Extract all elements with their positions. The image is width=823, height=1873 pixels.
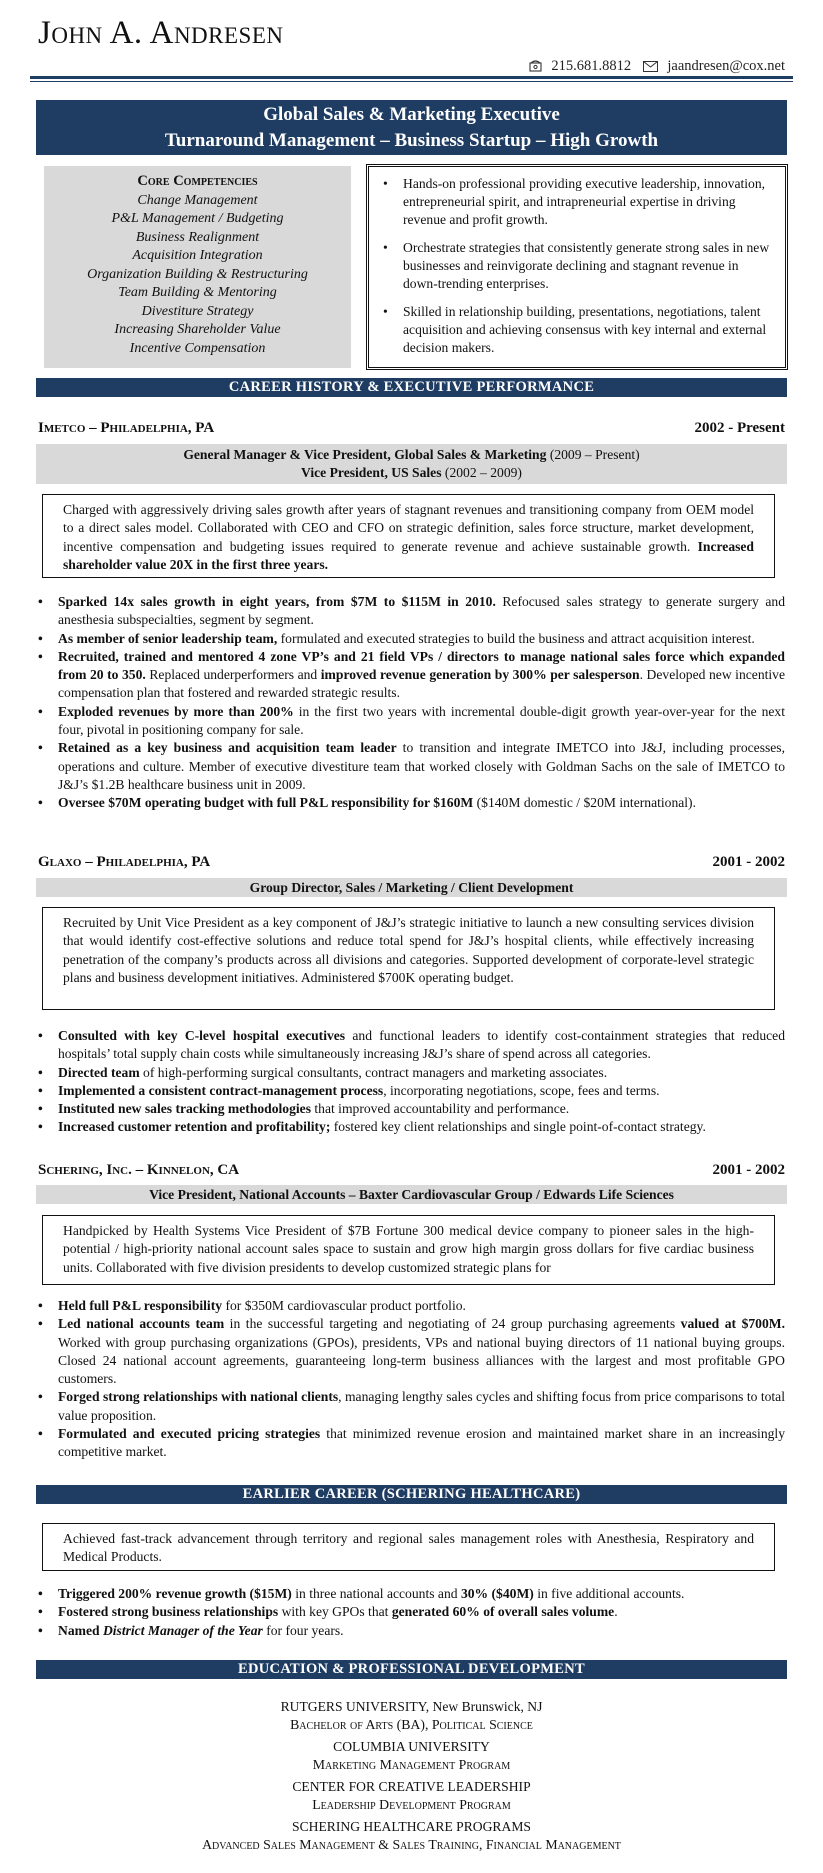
earlier-summary: Achieved fast-track advancement through territory and regional sales management roles with Anesthesia, Respiratory and Medical Products. xyxy=(63,1531,754,1565)
competency-item: Business Realignment xyxy=(135,229,260,245)
achievement-item: • Fostered strong business relationships with key GPOs that generated 60% of overall sales volume. xyxy=(38,1603,785,1621)
school-name: COLUMBIA UNIVERSITY xyxy=(333,1739,490,1754)
achievement-item: • Recruited, trained and mentored 4 zone VP’s and 21 field VPs / directors to manage national sales force which expanded from 20 to 350. Replaced underperformers and improved revenue generation by 300% per salesperson. Developed new incentive compensation plan that fostered and rewarded strategic results. xyxy=(38,648,785,703)
headline-banner xyxy=(36,100,787,155)
achievement-item: • Retained as a key business and acquisition team leader to transition and integrate IMETCO into J&J, including processes, operations and culture. Member of executive divestiture team that worked closely with Goldman Sachs on the sale of IMETCO to J&J’s $1.2B healthcare business unit in 2009. xyxy=(38,739,785,794)
achievement-item: • Oversee $70M operating budget with full P&L responsibility for $160M ($140M domestic / $20M international). xyxy=(38,794,785,812)
section-header-earlier: EARLIER CAREER (SCHERING HEALTHCARE) xyxy=(36,1485,787,1504)
competency-item: Change Management xyxy=(137,192,258,208)
company-heading-imetco xyxy=(38,419,785,439)
role-bar-glaxo xyxy=(36,878,787,897)
role-title: Vice President, National Accounts – Baxter Cardiovascular Group / Edwards Life Sciences xyxy=(149,1187,674,1202)
role-title: Group Director, Sales / Marketing / Client Development xyxy=(249,880,574,895)
phone-icon xyxy=(529,59,542,72)
role-dates: (2002 – 2009) xyxy=(444,465,522,480)
education-item xyxy=(0,1778,823,1813)
education-item xyxy=(0,1698,823,1733)
achievement-item: • Increased customer retention and profitability; fostered key client relationships and single point-of-contact strategy. xyxy=(38,1118,785,1136)
achievements-schering xyxy=(38,1297,785,1462)
company-name: Imetco – Philadelphia, PA xyxy=(38,420,215,436)
competency-item: Increasing Shareholder Value xyxy=(114,322,281,337)
company-dates: 2002 - Present xyxy=(694,420,785,436)
section-header-career: CAREER HISTORY & EXECUTIVE PERFORMANCE xyxy=(36,378,787,397)
header-rule-thick xyxy=(30,76,793,79)
header-rule-thin xyxy=(30,81,793,82)
competency-item: Divestiture Strategy xyxy=(141,303,254,319)
candidate-name: John A. Andresen xyxy=(38,15,284,51)
company-dates: 2001 - 2002 xyxy=(712,1162,785,1178)
headline-title: Global Sales & Marketing Executive xyxy=(263,104,560,125)
school-name: SCHERING HEALTHCARE PROGRAMS xyxy=(292,1819,531,1834)
education-list xyxy=(0,1698,823,1858)
phone-number: 215.681.8812 xyxy=(551,58,632,74)
competency-item: Organization Building & Restructuring xyxy=(87,266,308,282)
core-competencies-box xyxy=(44,166,351,368)
role-title: General Manager & Vice President, Global Sales & Marketing xyxy=(183,447,547,462)
achievement-item: • Triggered 200% revenue growth ($15M) in three national accounts and 30% ($40M) in five additional accounts. xyxy=(38,1585,785,1603)
achievement-item: • Sparked 14x sales growth in eight years, from $7M to $115M in 2010. Refocused sales strategy to generate surgery and anesthesia subspecialties, segment by segment. xyxy=(38,593,785,630)
highlight-item: • Hands-on professional providing executive leadership, innovation, entrepreneurial spirit, and intrapreneurial expertise in driving revenue and profit growth. xyxy=(379,175,771,229)
achievement-item: • Exploded revenues by more than 200% in the first two years with incremental double-digit growth year-over-year for the next four, pivotal in positioning company for sale. xyxy=(38,703,785,740)
achievements-earlier xyxy=(38,1585,785,1640)
achievement-item: • Consulted with key C-level hospital executives and functional leaders to identify cost-containment strategies that reduced hospitals’ total supply chain costs while simultaneously increasing J&J’s share of spend across all categories. xyxy=(38,1027,785,1064)
achievement-item: • Held full P&L responsibility for $350M cardiovascular product portfolio. xyxy=(38,1297,785,1315)
achievement-item: • Named District Manager of the Year for four years. xyxy=(38,1622,785,1640)
summary-box-schering xyxy=(42,1215,775,1285)
contact-line xyxy=(529,57,785,76)
summary-box-imetco xyxy=(42,494,775,578)
email-address[interactable]: jaandresen@cox.net xyxy=(667,58,785,74)
role-bar-imetco xyxy=(36,444,787,484)
competency-item: P&L Management / Budgeting xyxy=(111,211,284,226)
achievements-imetco xyxy=(38,593,785,813)
job-summary-highlight: Increased shareholder value 20X in the first three years. xyxy=(63,538,754,573)
job-summary: Handpicked by Health Systems Vice President of $7B Fortune 300 medical device company to pioneer sales in the high-potential / high-priority national account sales space to sustain and grow high margin gross dollars for five cardiac business units. Collaborated with five division presidents to develop customized strategic plans for xyxy=(63,1223,754,1275)
summary-box-earlier xyxy=(42,1523,775,1571)
achievement-item: • Directed team of high-performing surgical consultants, contract managers and marketing associates. xyxy=(38,1064,785,1082)
job-summary: Charged with aggressively driving sales growth after years of stagnant revenues and transitioning company from OEM model to a direct sales model. Collaborated with CEO and CFO on strategic definition, sales force structure, market development, incentive compensation and budgeting issues required to generate revenue and achieve sustainable growth. xyxy=(63,502,754,554)
highlight-item: • Skilled in relationship building, presentations, negotiations, talent acquisition and achieving consensus with key internal and external decision makers. xyxy=(379,303,771,357)
school-detail: Advanced Sales Management & Sales Training, Financial Management xyxy=(202,1837,621,1852)
school-detail: Leadership Development Program xyxy=(312,1797,511,1812)
competencies-title: Core Competencies xyxy=(137,173,258,189)
company-heading-glaxo xyxy=(38,853,785,873)
competency-item: Incentive Compensation xyxy=(129,340,266,356)
achievement-item: • Led national accounts team in the successful targeting and negotiating of 24 group purchasing agreements valued at $700M. Worked with group purchasing organizations (GPOs), presidents, VPs and national buying directors of 11 national buying groups. Closed 24 national account agreements, guaranteeing long-term business alliances with the largest and most profitable GPO customers. xyxy=(38,1315,785,1388)
achievement-item: • Instituted new sales tracking methodologies that improved accountability and performance. xyxy=(38,1100,785,1118)
school-detail: Bachelor of Arts (BA), Political Science xyxy=(290,1717,533,1732)
school-name: CENTER FOR CREATIVE LEADERSHIP xyxy=(292,1779,531,1794)
achievement-item: • As member of senior leadership team, formulated and executed strategies to build the business and attract acquisition interest. xyxy=(38,630,785,648)
highlights-box xyxy=(366,164,788,370)
highlight-item: • Orchestrate strategies that consistently generate strong sales in new businesses and reinvigorate declining and stagnant revenue in down-trending enterprises. xyxy=(379,239,771,293)
education-item xyxy=(0,1818,823,1853)
achievements-glaxo xyxy=(38,1027,785,1137)
competency-item: Acquisition Integration xyxy=(132,248,263,263)
company-name: Schering, Inc. – Kinnelon, CA xyxy=(38,1162,240,1178)
role-title: Vice President, US Sales xyxy=(301,465,442,480)
headline-subtitle: Turnaround Management – Business Startup – High Growth xyxy=(164,130,659,151)
school-name: RUTGERS UNIVERSITY, New Brunswick, NJ xyxy=(280,1699,543,1714)
job-summary: Recruited by Unit Vice President as a key component of J&J’s strategic initiative to launch a new consulting services division that would identify cost-effective solutions and reduce total spend for J&J’s hospital clients, while effectively increasing penetration of the company’s products across all divisions and categories. Supported development of corporate-level strategic plans and business development initiatives. Administered $700K operating budget. xyxy=(63,915,754,986)
company-heading-schering xyxy=(38,1161,785,1181)
education-item xyxy=(0,1738,823,1773)
company-dates: 2001 - 2002 xyxy=(712,854,785,870)
role-dates: (2009 – Present) xyxy=(549,447,640,462)
achievement-item: • Forged strong relationships with national clients, managing lengthy sales cycles and shifting focus from price comparisons to total value proposition. xyxy=(38,1388,785,1425)
achievement-item: • Implemented a consistent contract-management process, incorporating negotiations, scope, fees and terms. xyxy=(38,1082,785,1100)
competency-item: Team Building & Mentoring xyxy=(118,285,277,300)
achievement-item: • Formulated and executed pricing strategies that minimized revenue erosion and maintained market share in an increasingly competitive market. xyxy=(38,1425,785,1462)
email-icon xyxy=(643,61,658,72)
school-detail: Marketing Management Program xyxy=(312,1757,511,1772)
company-name: Glaxo – Philadelphia, PA xyxy=(38,854,211,870)
section-header-education: EDUCATION & PROFESSIONAL DEVELOPMENT xyxy=(36,1660,787,1679)
role-bar-schering xyxy=(36,1185,787,1204)
summary-box-glaxo xyxy=(42,907,775,1010)
